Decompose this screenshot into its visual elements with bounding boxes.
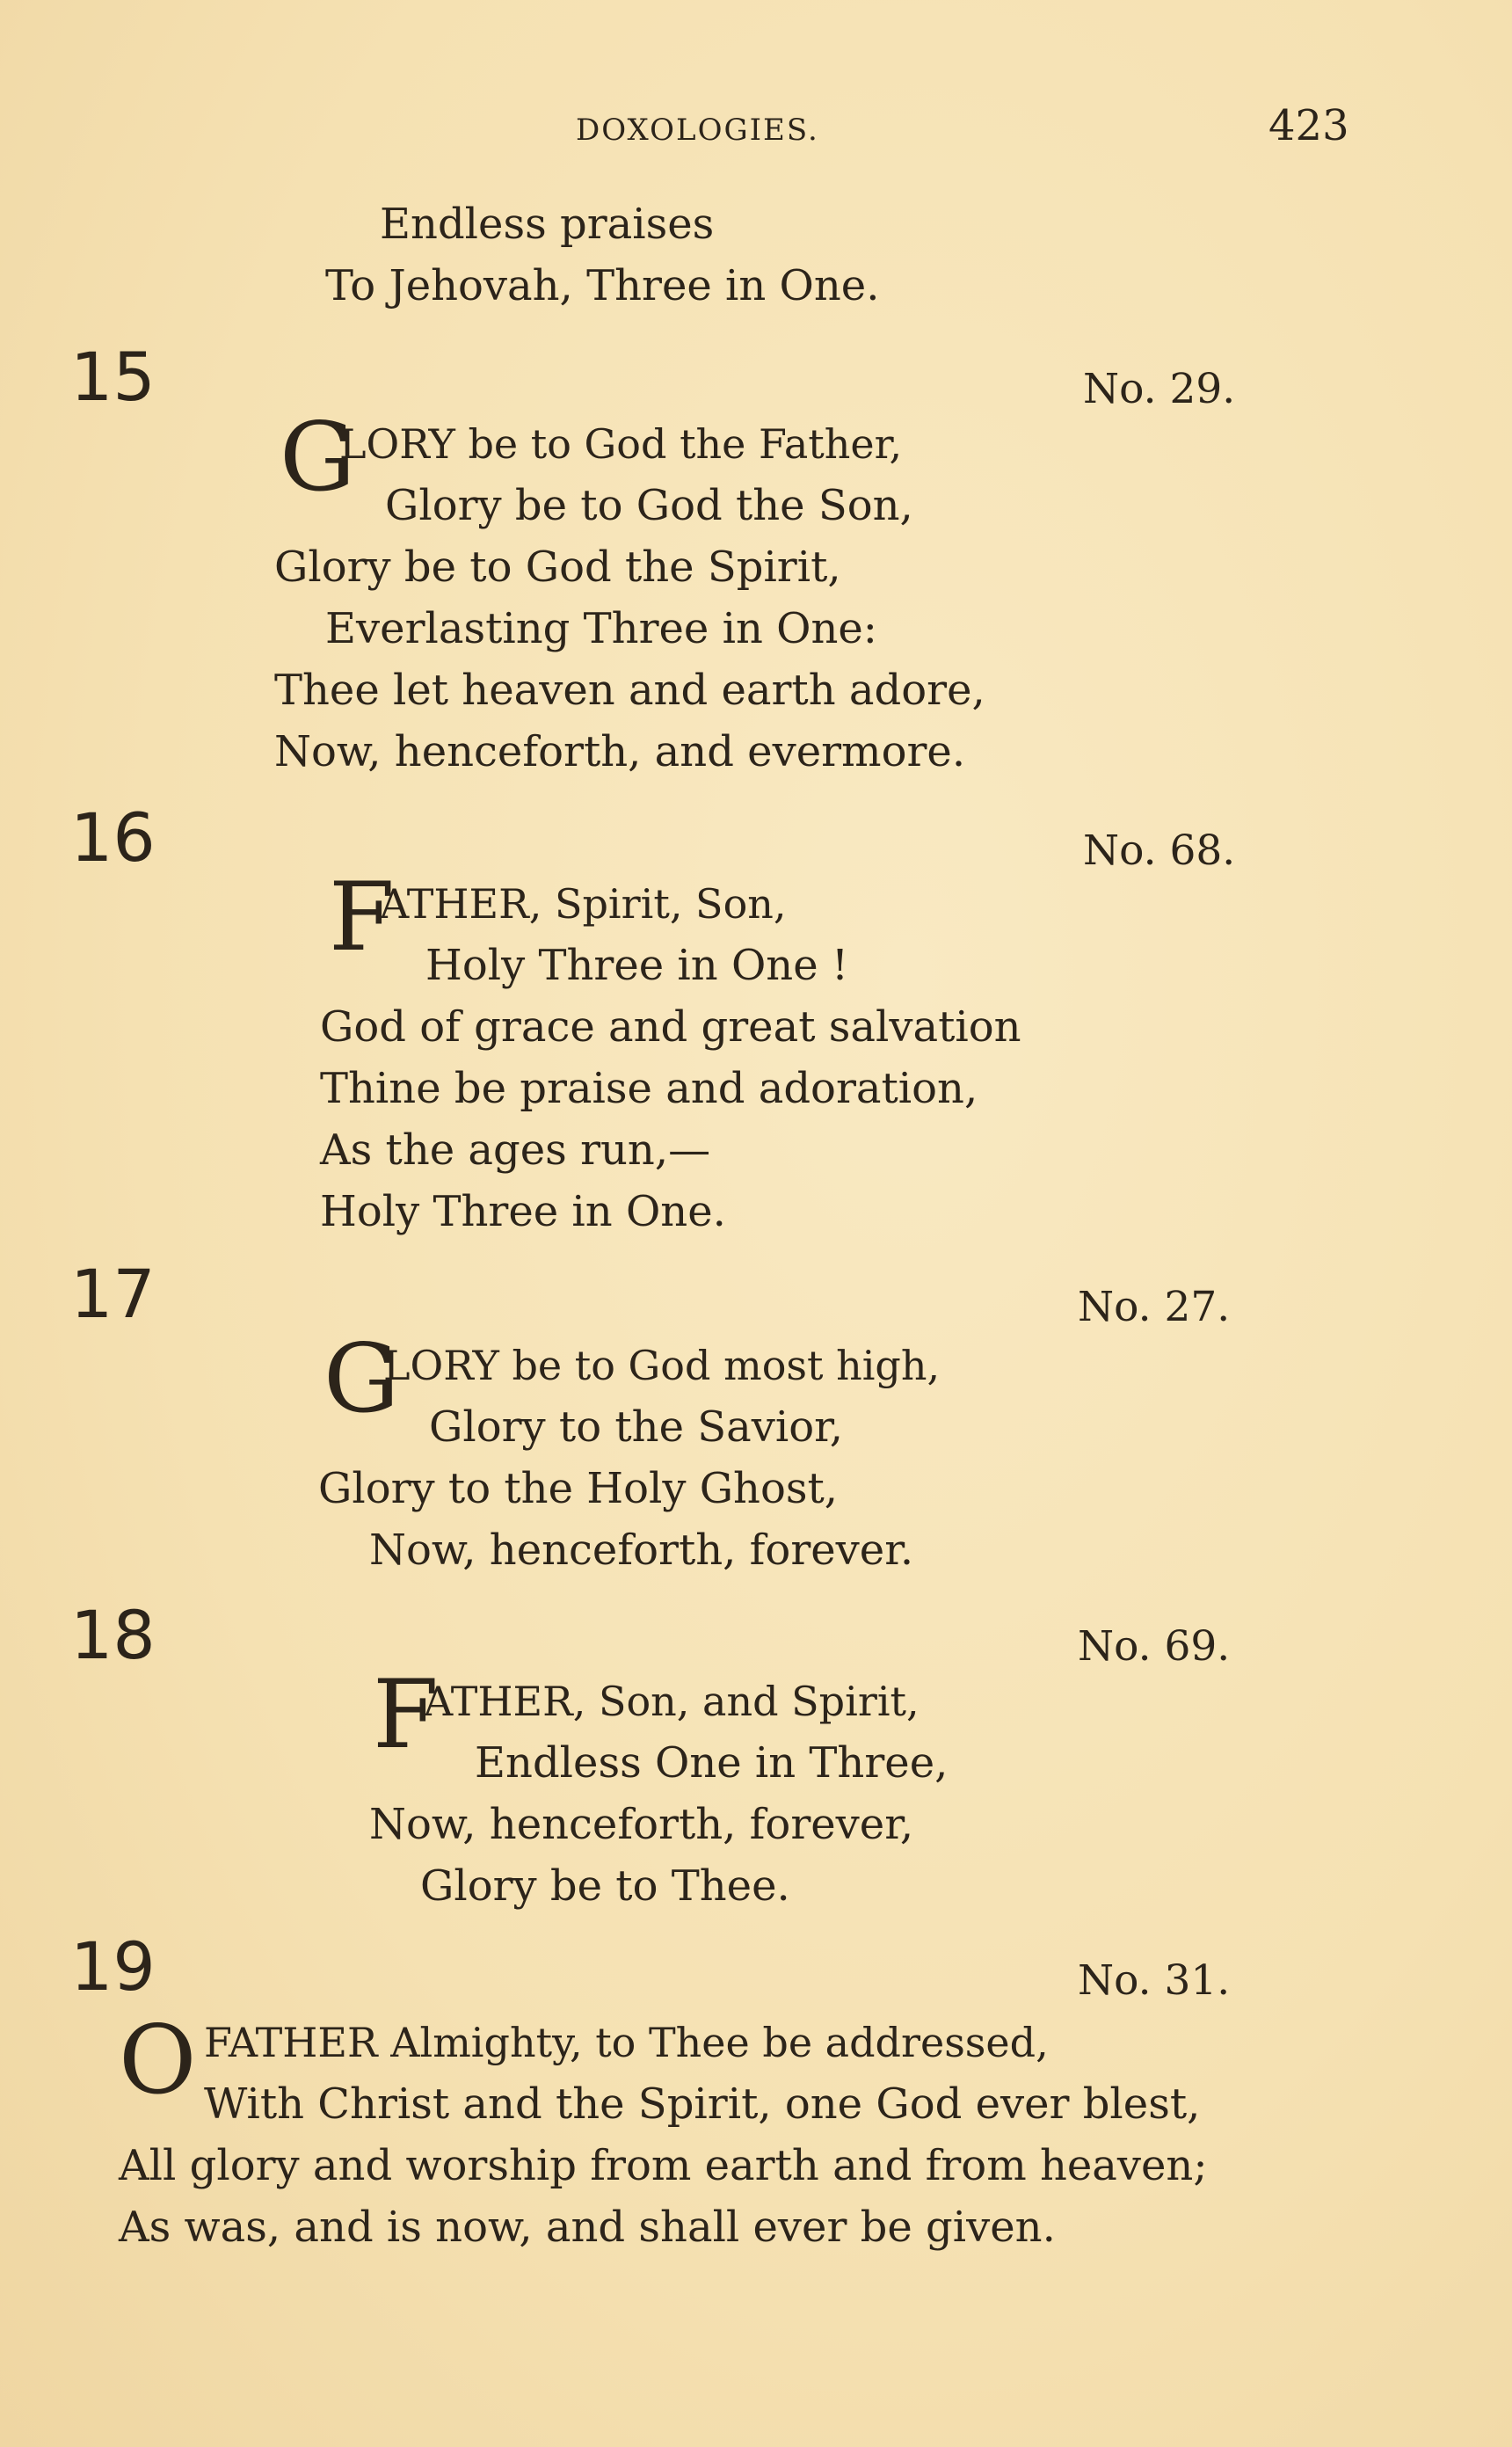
verse-line: Glory be to God the Spirit,	[274, 543, 841, 592]
verse-line: FATHER Almighty, to Thee be addressed,	[204, 2019, 1049, 2066]
page-number: 423	[1268, 101, 1349, 150]
doxology-number: 17	[70, 1255, 156, 1333]
verse-line: God of grace and great salvation	[320, 1002, 1021, 1052]
drop-cap: F	[373, 1660, 439, 1770]
verse-line: All glory and worship from earth and from heaven;	[119, 2141, 1208, 2190]
hymn-reference: No. 27.	[1078, 1283, 1231, 1331]
continuation-line: To Jehovah, Three in One.	[325, 261, 880, 310]
doxology-number: 19	[70, 1927, 156, 2006]
verse-line: ATHER, Spirit, Son,	[380, 880, 787, 928]
verse-line: Now, henceforth, and evermore.	[274, 727, 966, 776]
verse-line: Glory to the Holy Ghost,	[318, 1464, 839, 1513]
verse-line: Everlasting Three in One:	[325, 604, 877, 653]
verse-line: Thee let heaven and earth adore,	[274, 666, 985, 715]
verse-line: Glory be to Thee.	[420, 1861, 790, 1911]
verse-line: With Christ and the Spirit, one God ever blest,	[204, 2079, 1201, 2129]
doxology-number: 15	[70, 338, 156, 416]
verse-line: As the ages run,—	[320, 1125, 711, 1175]
hymn-reference: No. 68.	[1083, 827, 1236, 875]
drop-cap: G	[323, 1324, 400, 1434]
verse-line: As was, and is now, and shall ever be given.	[119, 2203, 1056, 2252]
drop-cap: G	[280, 403, 356, 513]
verse-line: LORY be to God the Father,	[339, 420, 903, 468]
verse-line: Thine be praise and adoration,	[320, 1064, 978, 1113]
doxology-number: 18	[70, 1596, 156, 1674]
verse-line: Endless One in Three,	[475, 1738, 949, 1788]
hymn-reference: No. 29.	[1083, 365, 1236, 413]
hymn-reference: No. 69.	[1078, 1622, 1231, 1671]
drop-cap: F	[329, 863, 395, 972]
verse-line: LORY be to God most high,	[383, 1342, 941, 1389]
verse-line: Holy Three in One.	[320, 1187, 726, 1236]
verse-line: Glory to the Savior,	[429, 1402, 844, 1452]
verse-line: Glory be to God the Son,	[385, 481, 913, 530]
verse-line: ATHER, Son, and Spirit,	[424, 1678, 920, 1725]
verse-line: Now, henceforth, forever,	[369, 1800, 914, 1849]
doxology-number: 16	[70, 798, 156, 877]
verse-line: Now, henceforth, forever.	[369, 1526, 914, 1575]
running-header: DOXOLOGIES.	[576, 113, 819, 148]
continuation-line: Endless praises	[380, 200, 715, 249]
hymn-reference: No. 31.	[1078, 1956, 1231, 2005]
verse-line: Holy Three in One !	[425, 941, 849, 990]
drop-cap: O	[119, 2006, 197, 2116]
